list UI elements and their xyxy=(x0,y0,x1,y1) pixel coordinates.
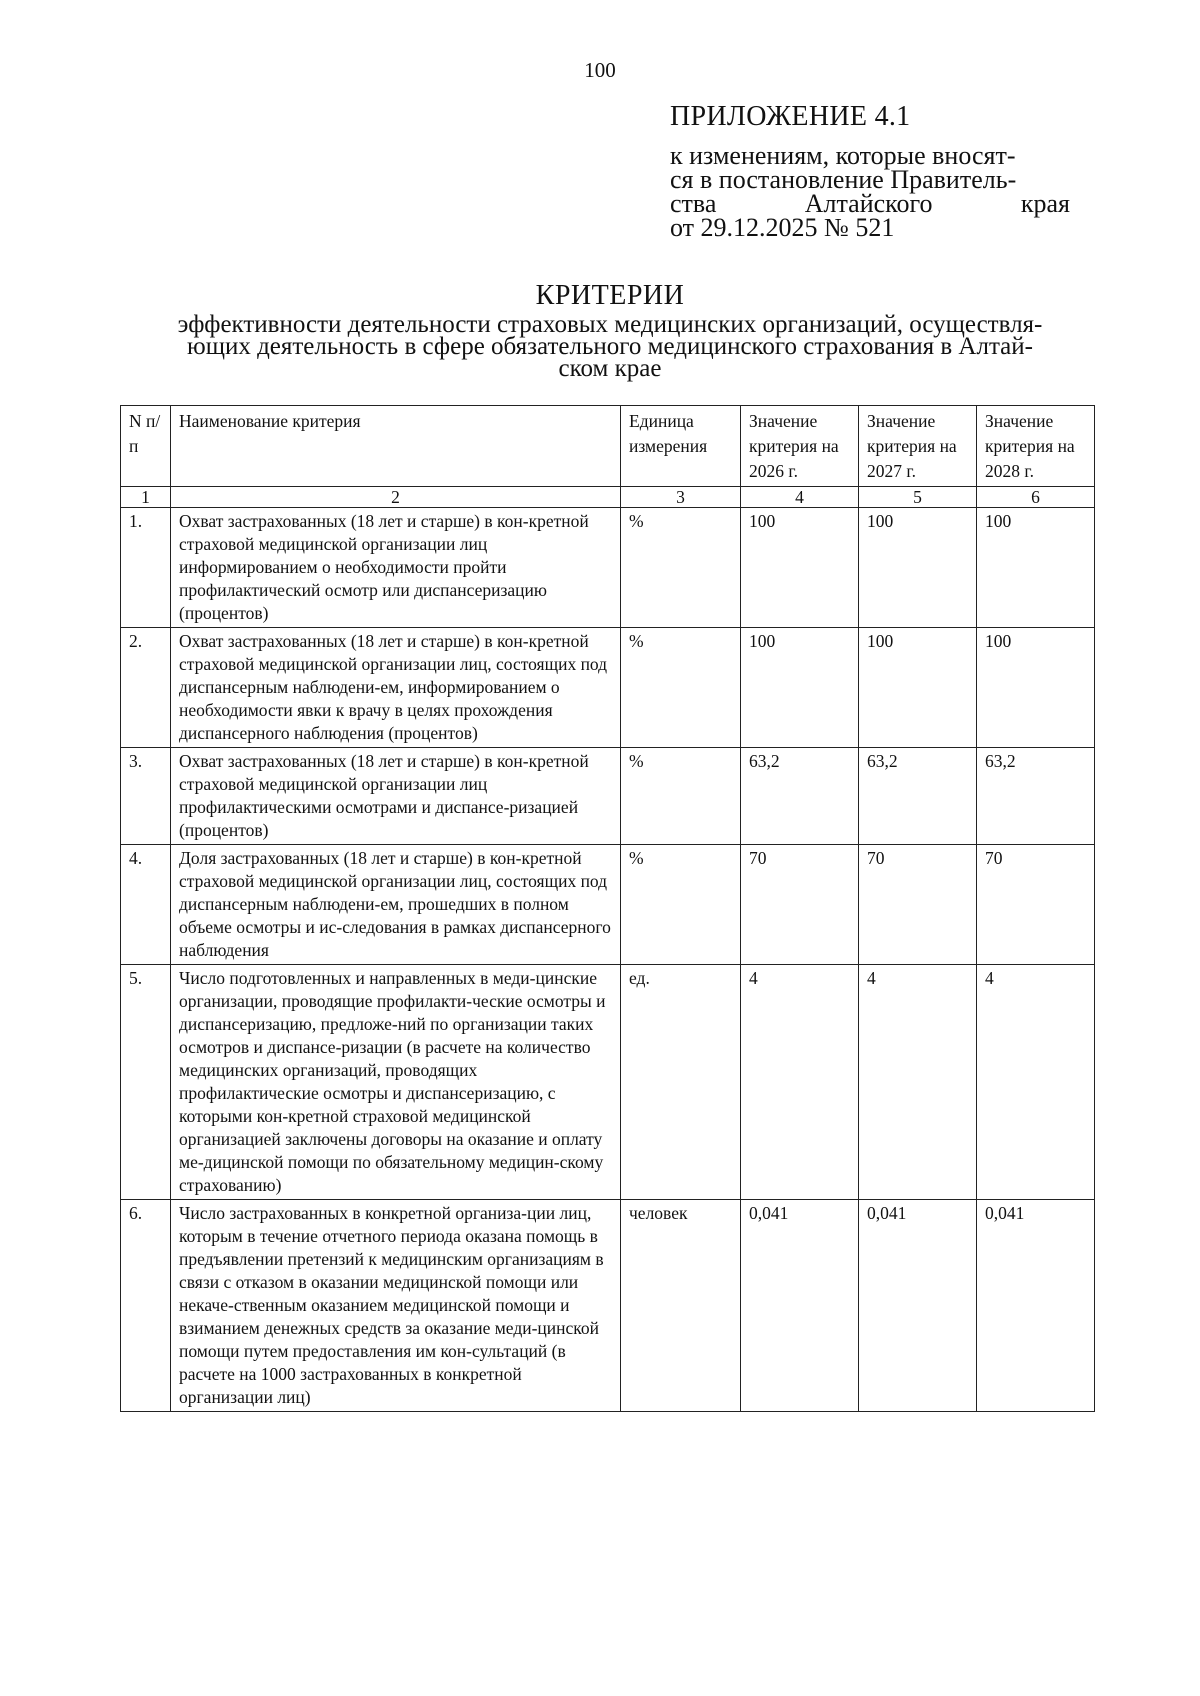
criterion-name: Охват застрахованных (18 лет и старше) в кон-кретной страховой медицинской организации лиц, состоящих под диспансерным наблюдени-ем, информированием о необходимости явки к врачу в целях прохождения диспансерного наблюдения (процентов) xyxy=(171,628,621,748)
table-row xyxy=(121,508,1095,628)
header-name: Наименование критерия xyxy=(171,406,621,487)
col-number: 4 xyxy=(741,487,859,508)
table-row xyxy=(121,965,1095,1200)
row-number: 1. xyxy=(121,508,171,628)
appendix-line-3: ства Алтайского края xyxy=(670,189,1070,218)
value-2028: 63,2 xyxy=(977,748,1095,845)
value-2027: 70 xyxy=(859,845,977,965)
value-2026: 4 xyxy=(741,965,859,1200)
value-2026: 100 xyxy=(741,628,859,748)
column-number-row xyxy=(121,487,1095,508)
appendix-heading: ПРИЛОЖЕНИЕ 4.1 xyxy=(670,101,911,132)
table-header-row xyxy=(121,406,1095,487)
table-row xyxy=(121,845,1095,965)
criterion-name: Охват застрахованных (18 лет и старше) в кон-кретной страховой медицинской организации лиц профилактическими осмотрами и диспансе-ризацией (процентов) xyxy=(171,748,621,845)
value-2027: 4 xyxy=(859,965,977,1200)
value-2028: 100 xyxy=(977,508,1095,628)
value-2026: 63,2 xyxy=(741,748,859,845)
row-number: 2. xyxy=(121,628,171,748)
col-number: 5 xyxy=(859,487,977,508)
value-2026: 0,041 xyxy=(741,1200,859,1412)
col-number: 2 xyxy=(171,487,621,508)
table-row xyxy=(121,628,1095,748)
col-number: 6 xyxy=(977,487,1095,508)
header-2028: Значение критерия на 2028 г. xyxy=(977,406,1095,487)
title-main: КРИТЕРИИ xyxy=(535,280,685,311)
criterion-unit: % xyxy=(621,748,741,845)
value-2028: 100 xyxy=(977,628,1095,748)
header-no: N п/п xyxy=(121,406,171,487)
criterion-name: Охват застрахованных (18 лет и старше) в кон-кретной страховой медицинской организации лиц информированием о необходимости пройти профилактический осмотр или диспансеризацию (процентов) xyxy=(171,508,621,628)
appendix-block xyxy=(670,102,1070,240)
criterion-name: Доля застрахованных (18 лет и старше) в кон-кретной страховой медицинской организации лиц, состоящих под диспансерным наблюдени-ем, прошедших в полном объеме осмотры и ис-следования в рамках диспансерного наблюдения xyxy=(171,845,621,965)
col-number: 1 xyxy=(121,487,171,508)
title-line-3: ском крае xyxy=(558,355,662,382)
row-number: 5. xyxy=(121,965,171,1200)
value-2026: 70 xyxy=(741,845,859,965)
criteria-table xyxy=(120,405,1095,1412)
value-2026: 100 xyxy=(741,508,859,628)
value-2027: 63,2 xyxy=(859,748,977,845)
appendix-body xyxy=(670,141,1070,242)
header-unit: Единица измерения xyxy=(621,406,741,487)
criterion-unit: % xyxy=(621,628,741,748)
row-number: 6. xyxy=(121,1200,171,1412)
criterion-unit: человек xyxy=(621,1200,741,1412)
value-2027: 100 xyxy=(859,628,977,748)
document-title xyxy=(130,280,1090,380)
value-2028: 70 xyxy=(977,845,1095,965)
criterion-unit: % xyxy=(621,508,741,628)
value-2027: 0,041 xyxy=(859,1200,977,1412)
value-2028: 0,041 xyxy=(977,1200,1095,1412)
page-number: 100 xyxy=(584,58,616,82)
title-line-1: эффективности деятельности страховых медицинских организаций, осуществля- xyxy=(177,311,1043,338)
criterion-unit: ед. xyxy=(621,965,741,1200)
table-row xyxy=(121,1200,1095,1412)
criterion-name: Число застрахованных в конкретной организа-ции лиц, которым в течение отчетного периода оказана помощь в предъявлении претензий к медицинским организациям в связи с отказом в оказании медицинской помощи или некаче-ственным оказанием медицинской помощи и взиманием денежных средств за оказание меди-цинской помощи путем предоставления им кон-сультаций (в расчете на 1000 застрахованных в конкретной организации лиц) xyxy=(171,1200,621,1412)
criterion-unit: % xyxy=(621,845,741,965)
appendix-line-2: ся в постановление Правитель- xyxy=(670,165,1017,194)
row-number: 3. xyxy=(121,748,171,845)
table-row xyxy=(121,748,1095,845)
title-line-2: ющих деятельность в сфере обязательного медицинского страхования в Алтай- xyxy=(187,333,1033,360)
col-number: 3 xyxy=(621,487,741,508)
row-number: 4. xyxy=(121,845,171,965)
value-2028: 4 xyxy=(977,965,1095,1200)
value-2027: 100 xyxy=(859,508,977,628)
criterion-name: Число подготовленных и направленных в меди-цинские организации, проводящие профилакти-ческие осмотры и диспансеризацию, предложе-ний по организации таких осмотров и диспансе-ризации (в расчете на количество медицинских организаций, проводящих профилактические осмотры и диспансеризацию, с которыми кон-кретной страховой медицинской организацией заключены договоры на оказание и оплату ме-дицинской помощи по обязательному медицин-скому страхованию) xyxy=(171,965,621,1200)
header-2026: Значение критерия на 2026 г. xyxy=(741,406,859,487)
appendix-line-1: к изменениям, которые вносят- xyxy=(670,141,1016,170)
appendix-line-4: от 29.12.2025 № 521 xyxy=(670,213,895,242)
header-2027: Значение критерия на 2027 г. xyxy=(859,406,977,487)
